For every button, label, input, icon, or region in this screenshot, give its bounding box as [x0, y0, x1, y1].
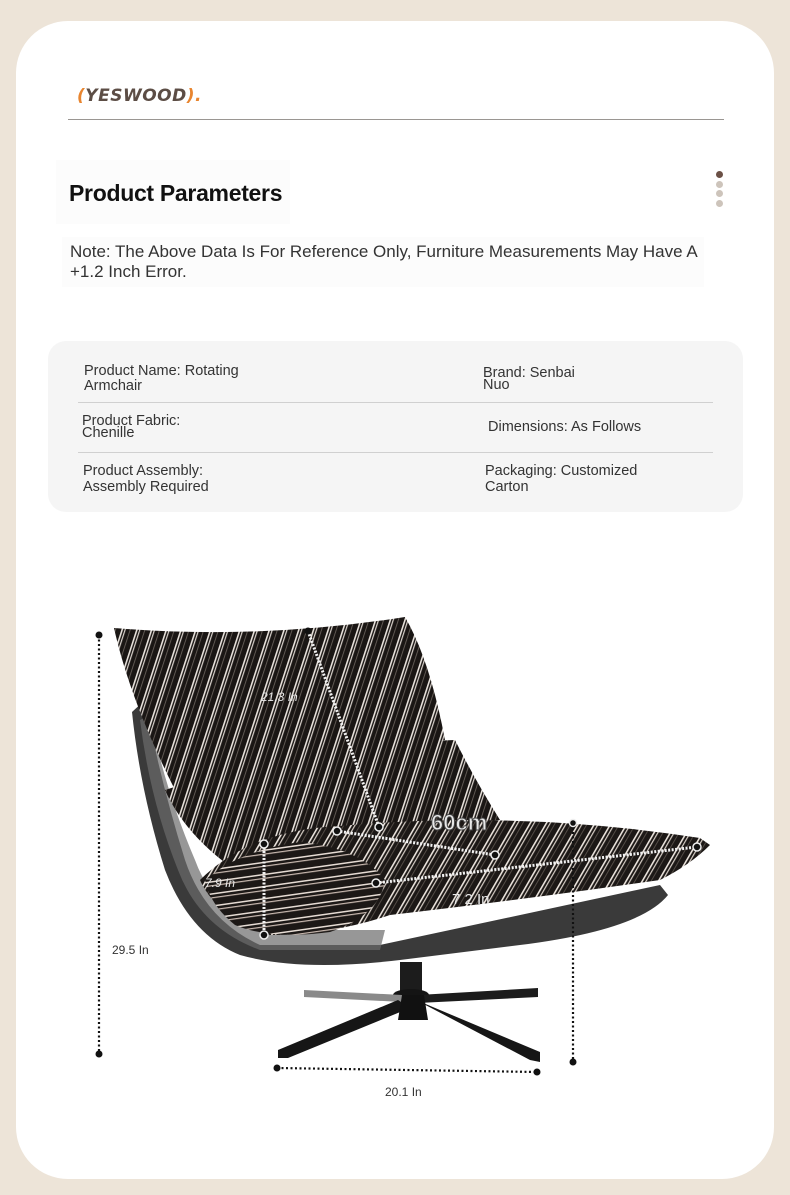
- header-divider: [68, 119, 724, 120]
- height-dimension-label: 29.5 In: [112, 943, 149, 957]
- dimension-endpoint: [570, 820, 577, 827]
- param-value: Nuo: [483, 377, 510, 393]
- param-product-name: [84, 364, 239, 394]
- param-brand: [483, 367, 575, 391]
- dimension-endpoint: [96, 632, 103, 639]
- param-label: Dimensions: As Follows: [488, 419, 642, 435]
- pager-dots: [716, 171, 724, 209]
- dimension-endpoint: [305, 628, 312, 635]
- pager-dot[interactable]: [716, 181, 723, 188]
- dimension-endpoint: [372, 879, 380, 887]
- base-width-dimension-label: 20.1 In: [385, 1085, 422, 1099]
- seat-width-dimension-label: 7 2 In: [452, 891, 490, 908]
- yeswood-logo: [77, 86, 202, 106]
- param-value: Carton: [485, 479, 529, 495]
- seat-depth-dimension-label: 60cm: [431, 810, 488, 835]
- logo-text: YESWOOD: [85, 86, 187, 106]
- base-leg: [304, 990, 402, 1002]
- logo-close-paren: ).: [186, 86, 202, 106]
- base-leg: [418, 988, 538, 1003]
- param-label: Product Fabric:: [82, 413, 181, 429]
- dimension-endpoint: [570, 1059, 577, 1066]
- section-title: Product Parameters: [69, 180, 283, 206]
- dimension-endpoint: [260, 931, 268, 939]
- dimension-endpoint: [375, 823, 383, 831]
- row-divider: [78, 452, 713, 453]
- base-width-dimension-line: [277, 1068, 537, 1072]
- param-packaging: [485, 463, 637, 495]
- param-label: Product Name: Rotating: [84, 363, 239, 379]
- dimension-endpoint: [693, 843, 701, 851]
- dimension-endpoint: [274, 1065, 281, 1072]
- pager-dot-active[interactable]: [716, 171, 723, 178]
- base-leg: [416, 1000, 540, 1062]
- disclaimer-note: Note: The Above Data Is For Reference Only, Furniture Measurements May Have A +1.2 Inch Error.: [70, 242, 697, 281]
- dimension-endpoint: [96, 1051, 103, 1058]
- param-label: Brand: Senbai: [483, 365, 575, 381]
- dimension-endpoint: [491, 851, 499, 859]
- param-product-assembly: [83, 463, 209, 495]
- param-label: Packaging: Customized: [485, 463, 638, 479]
- pager-dot[interactable]: [716, 200, 723, 207]
- dimension-endpoint: [260, 840, 268, 848]
- param-value: Assembly Required: [83, 479, 209, 495]
- param-product-fabric: [82, 415, 180, 439]
- backrest-dimension-label: 21.3 In: [261, 690, 298, 704]
- param-dimensions: [488, 420, 641, 435]
- row-divider: [78, 402, 713, 403]
- param-value: Chenille: [82, 425, 135, 441]
- logo-open-paren: (: [77, 86, 86, 106]
- base-leg: [278, 1000, 410, 1058]
- param-value: Armchair: [84, 378, 143, 394]
- dimension-endpoint: [333, 827, 341, 835]
- param-label: Product Assembly:: [83, 463, 204, 479]
- cushion-thickness-dimension-label: 7.9 In: [205, 876, 236, 890]
- chair-dimension-diagram: [70, 600, 750, 1110]
- dimension-endpoint: [534, 1069, 541, 1076]
- pager-dot[interactable]: [716, 190, 723, 197]
